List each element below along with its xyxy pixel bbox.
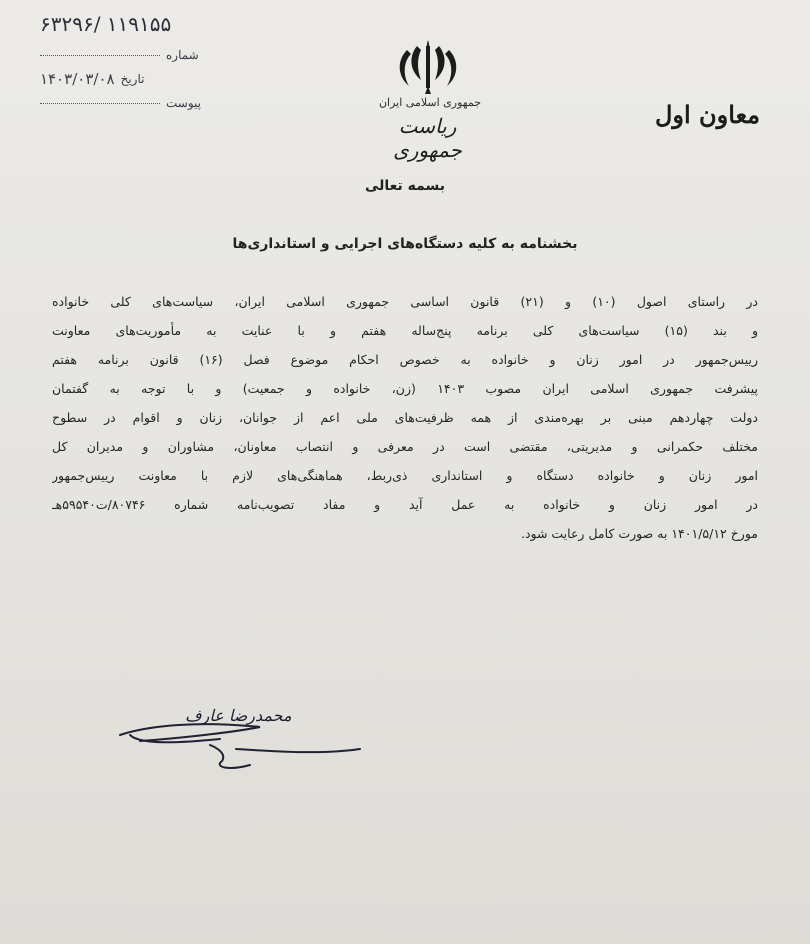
signatory-name: محمدرضا عارف bbox=[185, 706, 292, 725]
attachment-label: پیوست bbox=[166, 96, 201, 110]
number-field bbox=[40, 48, 199, 62]
subject-line: بخشنامه به کلیه دستگاه‌های اجرایی و استانداری‌ها bbox=[232, 236, 578, 252]
body-line-4: پیشرفت جمهوری اسلامی ایران مصوب ۱۴۰۳ (زن، خانواده و جمعیت) و با توجه به گفتمان bbox=[52, 381, 758, 396]
body-line-5: دولت چهاردهم مبنی بر بهره‌مندی از همه ظرفیت‌های ملی اعم از جوانان، زنان و اقوام در سطوح bbox=[52, 410, 758, 425]
body-line-1: در راستای اصول (۱۰) و (۲۱) قانون اساسی جمهوری اسلامی ایران، سیاست‌های کلی خانواده bbox=[52, 294, 758, 309]
date-label: تاریخ bbox=[120, 72, 145, 86]
body-line-7: امور زنان و خانواده دستگاه و استانداری ذی‌ربط، هماهنگی‌های لازم با معاونت رییس‌جمهور bbox=[52, 468, 758, 483]
body-line-6: مختلف حکمرانی و مدیریتی، مقتضی است در معرفی و انتصاب معاونان، مشاوران و مدیران کل bbox=[52, 439, 758, 454]
body-line-3: رییس‌جمهور در امور زنان و خانواده به خصوص احکام موضوع فصل (۱۶) قانون برنامه هفتم bbox=[52, 352, 758, 367]
body-line-8: در امور زنان و خانواده به عمل آید و مفاد تصویب‌نامه شماره ۸۰۷۴۶/ت۵۹۵۴۰هـ bbox=[52, 497, 758, 512]
date-value: ۱۴۰۳/۰۳/۰۸ bbox=[40, 70, 115, 88]
republic-line-1: جمهوری اسلامی ایران bbox=[378, 96, 482, 109]
date-field bbox=[40, 70, 144, 88]
body-line-9: مورخ ۱۴۰۱/۵/۱۲ به صورت کامل رعایت شود. bbox=[520, 526, 758, 541]
number-label: شماره bbox=[166, 48, 199, 62]
attachment-field bbox=[40, 96, 201, 110]
first-vice-president-title: معاون اول bbox=[654, 100, 760, 129]
number-dots bbox=[40, 54, 160, 56]
republic-line-2: ریاست جمهوری bbox=[393, 114, 462, 162]
body-line-2: و بند (۱۵) سیاست‌های کلی برنامه پنج‌ساله هفتم و با عنایت به مأموریت‌های معاونت bbox=[52, 323, 758, 338]
iran-emblem-icon bbox=[393, 36, 463, 98]
letter-number-handwritten: ۶۳۲۹۶/ ۱۱۹۱۵۵ bbox=[40, 12, 172, 36]
besmellah: بسمه تعالی bbox=[364, 178, 446, 194]
attachment-dots bbox=[40, 102, 160, 104]
